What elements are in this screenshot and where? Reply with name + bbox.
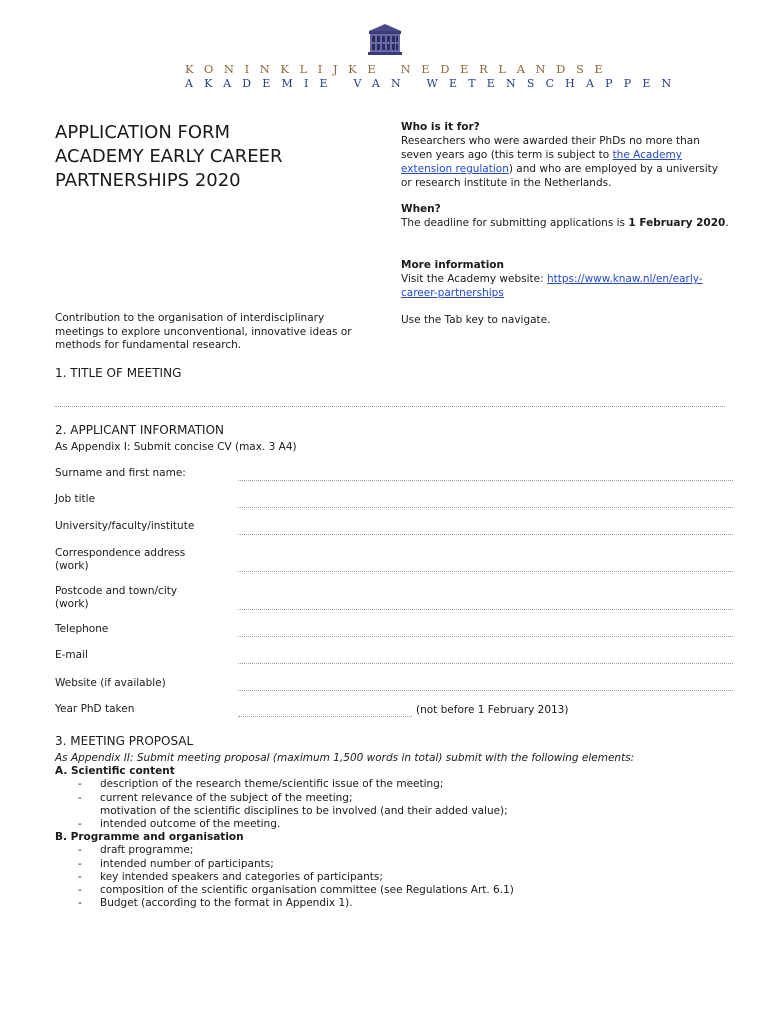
more-information — [401, 258, 731, 300]
field-label-address: Correspondence address (work) — [55, 547, 186, 572]
meeting-title-input[interactable] — [55, 406, 725, 407]
email-input[interactable] — [238, 663, 733, 664]
when-text: The deadline for submitting applications is 1 February 2020. — [401, 217, 729, 229]
address-input[interactable] — [238, 571, 733, 572]
section-2-title: 2. APPLICANT INFORMATION — [55, 423, 225, 437]
institute-input[interactable] — [238, 534, 733, 535]
who-is-it-for — [401, 120, 731, 190]
field-label-name: Surname and first name: — [55, 467, 186, 479]
who-heading: Who is it for? — [401, 121, 480, 133]
title-line: APPLICATION FORM — [55, 122, 231, 143]
field-label-job-title: Job title — [55, 493, 96, 505]
programme-organisation-heading: B. Programme and organisation — [55, 831, 244, 844]
field-label-postcode: Postcode and town/city (work) — [55, 585, 178, 610]
more-heading: More information — [401, 259, 504, 271]
field-label-telephone: Telephone — [55, 623, 109, 635]
title-line: PARTNERSHIPS 2020 — [55, 170, 241, 191]
proposal-intro: As Appendix II: Submit meeting proposal (maximum 1,500 words in total) submit with the following elements: — [55, 752, 635, 764]
section-3-title: 3. MEETING PROPOSAL — [55, 734, 194, 748]
form-title — [55, 121, 375, 193]
list-item: - intended number of participants; — [78, 857, 274, 870]
letterhead-line-1: KONINKLIJKE NEDERLANDSE — [185, 62, 614, 76]
field-label-email: E-mail — [55, 649, 88, 661]
field-label-phd-year: Year PhD taken — [55, 703, 135, 715]
meeting-proposal-requirements — [55, 752, 735, 910]
tab-key-hint: Use the Tab key to navigate. — [401, 314, 551, 326]
field-label-institute: University/faculty/institute — [55, 520, 195, 532]
phd-year-input[interactable] — [238, 716, 412, 717]
when-heading: When? — [401, 203, 441, 215]
deadline-date: 1 February 2020 — [628, 217, 726, 229]
contribution-text: Contribution to the organisation of interdisciplinary meetings to explore unconventional, innovative ideas or methods for fundamental research. — [55, 312, 352, 351]
knaw-website-link[interactable]: https://www.knaw.nl/en/early-career-partnerships — [401, 273, 703, 299]
list-item: - current relevance of the subject of the meeting; — [78, 791, 353, 804]
section-1-title: 1. TITLE OF MEETING — [55, 366, 182, 380]
who-text: Researchers who were awarded their PhDs no more than seven years ago (this term is subject to the Academy extension regulation) and who are employed by a university or research institute in the Netherlands. — [401, 135, 719, 189]
phd-year-note: (not before 1 February 2013) — [416, 704, 569, 716]
list-item: - key intended speakers and categories of participants; — [78, 870, 383, 883]
title-line: ACADEMY EARLY CAREER — [55, 146, 283, 167]
list-item: motivation of the scientific disciplines to be involved (and their added value); — [100, 804, 508, 817]
website-input[interactable] — [238, 690, 733, 691]
list-item: - composition of the scientific organisation committee (see Regulations Art. 6.1) — [78, 884, 514, 897]
section-2-subtitle: As Appendix I: Submit concise CV (max. 3 A4) — [55, 441, 297, 453]
list-item: - description of the research theme/scientific issue of the meeting; — [78, 778, 444, 791]
academy-building-logo-icon — [366, 22, 404, 58]
letterhead-line-2: AKADEMIE VAN WETENSCHAPPEN — [185, 77, 683, 90]
name-input[interactable] — [238, 480, 733, 481]
extension-regulation-link[interactable]: the Academy extension regulation — [401, 149, 682, 175]
list-item: - Budget (according to the format in Appendix 1). — [78, 897, 353, 910]
more-text: Visit the Academy website: https://www.knaw.nl/en/early-career-partnerships — [401, 273, 703, 299]
when-section — [401, 202, 731, 230]
field-label-website: Website (if available) — [55, 677, 166, 689]
scientific-content-heading: A. Scientific content — [55, 765, 175, 778]
telephone-input[interactable] — [238, 636, 733, 637]
list-item: - draft programme; — [78, 844, 194, 857]
list-item: - intended outcome of the meeting. — [78, 818, 281, 831]
postcode-input[interactable] — [238, 609, 733, 610]
job-title-input[interactable] — [238, 507, 733, 508]
